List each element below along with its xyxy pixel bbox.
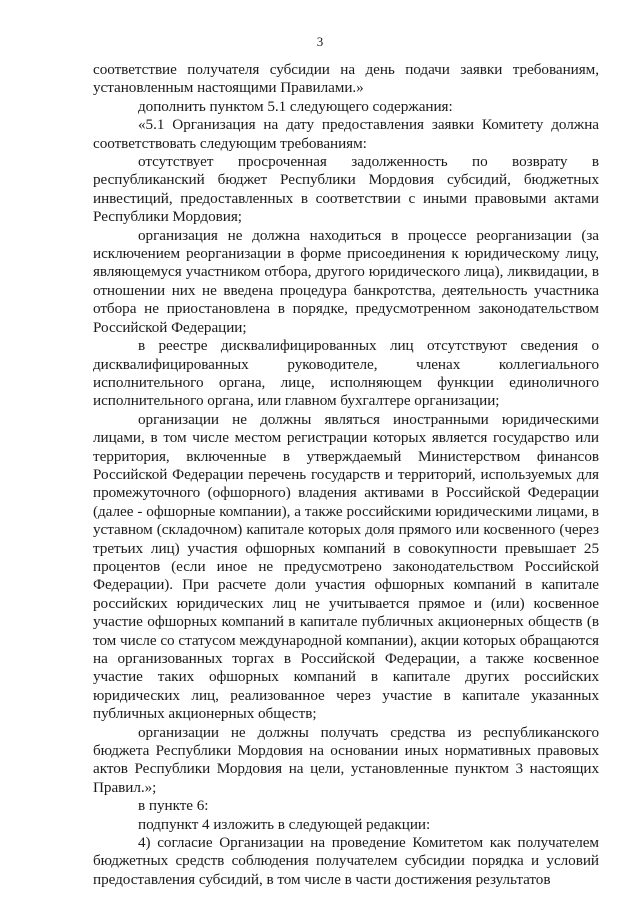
document-body bbox=[93, 61, 599, 889]
paragraph-8: организации не должны получать средства из республиканского бюджета Республики Мордовия на основании иных нормативных правовых актов Республики Мордовия на цели, установленные пунктом 3 настоящих Правил.»; bbox=[93, 723, 599, 796]
paragraph-4: отсутствует просроченная задолженность по возврату в республиканский бюджет Республики Мордовия субсидий, бюджетных инвестиций, предоставленных в соответствии с иными правовыми актами Республики Мордовия; bbox=[93, 153, 599, 226]
paragraph-3: «5.1 Организация на дату предоставления заявки Комитету должна соответствовать следующим требованиям: bbox=[93, 116, 599, 152]
paragraph-9: в пункте 6: bbox=[138, 797, 209, 815]
paragraph-7: организации не должны являться иностранными юридическими лицами, в том числе местом регистрации которых является государство или территория, включенные в утверждаемый Министерством финансов Российской Федерации перечень государств и территорий, используемых для промежуточного (офшорного) владения активами в Российской Федерации (далее - офшорные компании), а также российскими юридическими лицами, в уставном (складочном) капитале которых доля прямого или косвенного (через третьих лиц) участия офшорных компаний в совокупности превышает 25 процентов (если иное не предусмотрено законодательством Российской Федерации). При расчете доли участия офшорных компаний в капитале российских юридических лиц не учитывается прямое и (или) косвенное участие офшорных компаний в капитале публичных акционерных обществ (в том числе со статусом международной компании), акции которых обращаются на организованных торгах в Российской Федерации, а также косвенное участие таких офшорных компаний в капитале других российских юридических лиц, реализованное через участие в капитале указанных публичных акционерных обществ; bbox=[93, 410, 599, 723]
paragraph-5: организация не должна находиться в процессе реорганизации (за исключением реорганизации в форме присоединения к юридическому лицу, являющемуся участником отбора, другого юридического лица), ликвидации, в отношении них не введена процедура банкротства, деятельность участника отбора не приостановлена в порядке, предусмотренном законодательством Российской Федерации; bbox=[93, 226, 599, 336]
paragraph-2: дополнить пунктом 5.1 следующего содержания: bbox=[138, 97, 453, 115]
paragraph-1: соответствие получателя субсидии на день подачи заявки требованиям, установленным настоящими Правилами.» bbox=[93, 61, 599, 97]
paragraph-10: подпункт 4 изложить в следующей редакции: bbox=[138, 815, 431, 833]
paragraph-11: 4) согласие Организации на проведение Комитетом как получателем бюджетных средств соблюдения получателем субсидии порядка и условий предоставления субсидий, в том числе в части достижения результатов bbox=[93, 834, 599, 888]
paragraph-6: в реестре дисквалифицированных лиц отсутствуют сведения о дисквалифицированных руководителе, членах коллегиального исполнительного органа, лице, исполняющем функции единоличного исполнительного органа, или главном бухгалтере организации; bbox=[93, 337, 599, 410]
page-number: 3 bbox=[316, 34, 324, 49]
